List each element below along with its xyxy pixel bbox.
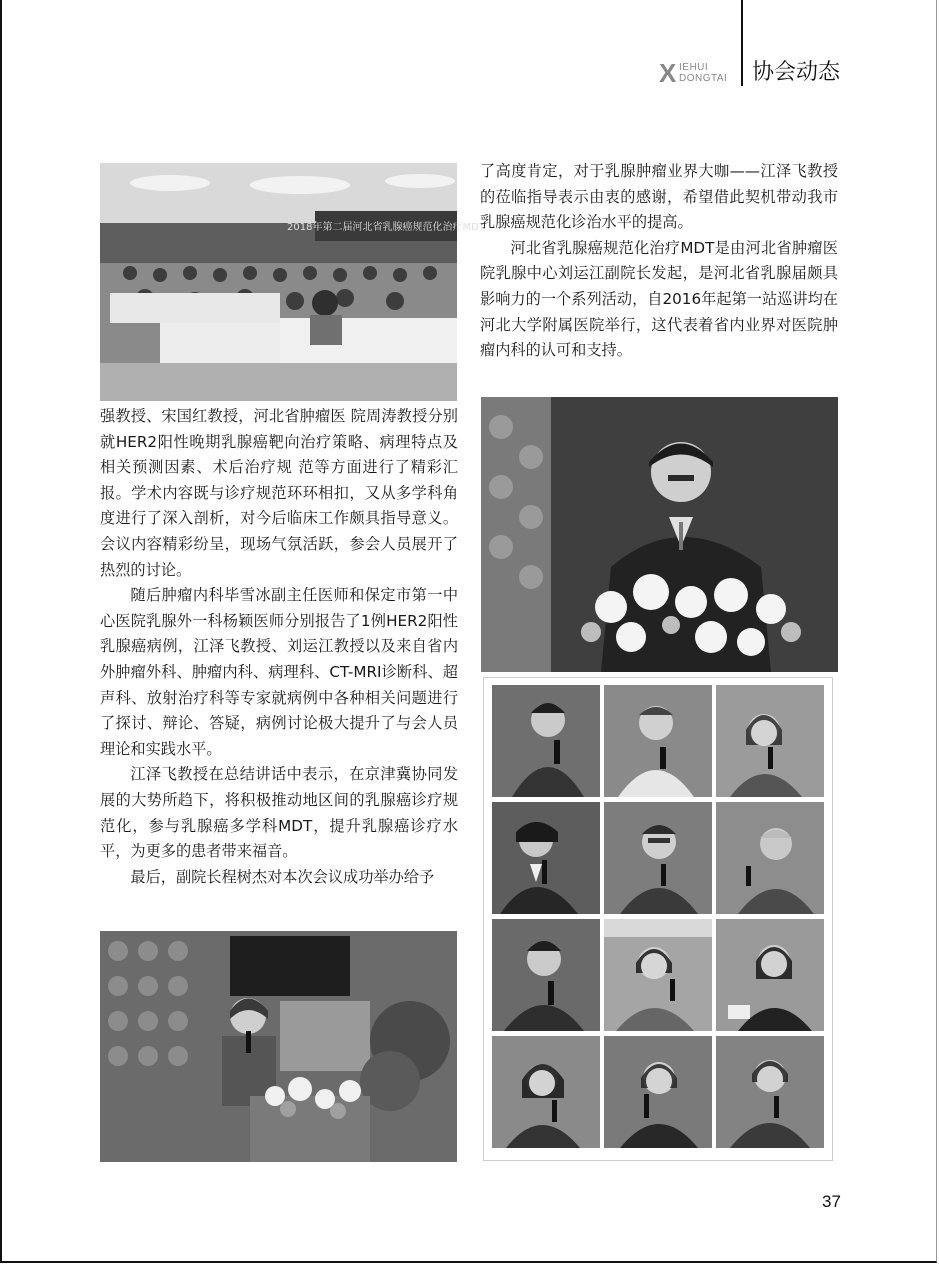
- grid-photo-r2c1: [492, 802, 600, 914]
- left-column-text: [100, 404, 458, 890]
- grid-photo-r3c1: [492, 919, 600, 1031]
- photo-speaker-professor: [481, 397, 838, 672]
- left-paragraph-3: 江泽飞教授在总结讲话中表示，在京津冀协同发展的大势所趋下，将积极推动地区间的乳腺癌诊疗规范化，参与乳腺癌多学科MDT，提升乳腺癌诊疗水平，为更多的患者带来福音。: [100, 765, 458, 861]
- header-logo-letter: X: [659, 58, 677, 88]
- photo-banner-text: 2018年第二届河北省乳腺癌规范化治疗MDT: [287, 222, 485, 233]
- photo-grid-discussants: [483, 677, 833, 1161]
- grid-photo-r4c2: [604, 1036, 712, 1148]
- left-paragraph-2: 随后肿瘤内科毕雪冰副主任医师和保定市第一中心医院乳腺外一科杨颖医师分别报告了1例HER2阳性乳腺癌病例，江泽飞教授、刘运江教授以及来自省内外肿瘤外科、肿瘤内科、病理科、CT-MRI诊断科、超声科、放射治疗科等专家就病例中各种相关问题进行了探讨、辩论、答疑，病例讨论极大提升了与会人员理论和实践水平。: [100, 586, 458, 758]
- grid-photo-r1c3: [716, 685, 824, 797]
- grid-photo-r4c1: [492, 1036, 600, 1148]
- grid-photo-r3c2: [604, 919, 712, 1031]
- grid-photo-r2c3: [716, 802, 824, 914]
- header-logo-line2: DONGTAI: [679, 73, 728, 84]
- header-divider: [741, 0, 743, 86]
- right-column-text: [480, 159, 838, 364]
- page-number: 37: [822, 1192, 841, 1211]
- grid-photo-r2c2: [604, 802, 712, 914]
- right-paragraph-1: 了高度肯定，对于乳腺肿瘤业界大咖——江泽飞教授的莅临指导表示由衷的感谢，希望借此契机带动我市乳腺癌规范化诊治水平的提高。: [480, 162, 838, 232]
- grid-photo-r4c3: [716, 1036, 824, 1148]
- grid-photo-r1c2: [604, 685, 712, 797]
- photo-conference-hall: [100, 163, 485, 401]
- section-title: 协会动态: [752, 60, 841, 85]
- header-logo-line1: IEHUI: [679, 62, 709, 73]
- left-paragraph-4: 最后，副院长程树杰对本次会议成功举办给予: [130, 867, 435, 886]
- grid-photo-r3c3: [716, 919, 824, 1031]
- grid-photo-r1c1: [492, 685, 600, 797]
- photo-speaker-vice-president: [100, 931, 457, 1162]
- right-paragraph-2: 河北省乳腺癌规范化治疗MDT是由河北省肿瘤医院乳腺中心刘运江副院长发起，是河北省乳腺届颇具影响力的一个系列活动，自2016年起第一站巡讲均在河北大学附属医院举行，这代表着省内业界对医院肿瘤内科的认可和支持。: [480, 238, 838, 360]
- left-paragraph-1: 强教授、宋国红教授，河北省肿瘤医 院周涛教授分别就HER2阳性晚期乳腺癌靶向治疗策略、病理特点及相关预测因素、术后治疗规 范等方面进行了精彩汇报。学术内容既与诊疗规范环环相扣，又从多学科角度进行了深入剖析，对今后临床工作颇具指导意义。会议内容精彩纷呈，现场气氛活跃，参会人员展开了热烈的讨论。: [100, 407, 458, 579]
